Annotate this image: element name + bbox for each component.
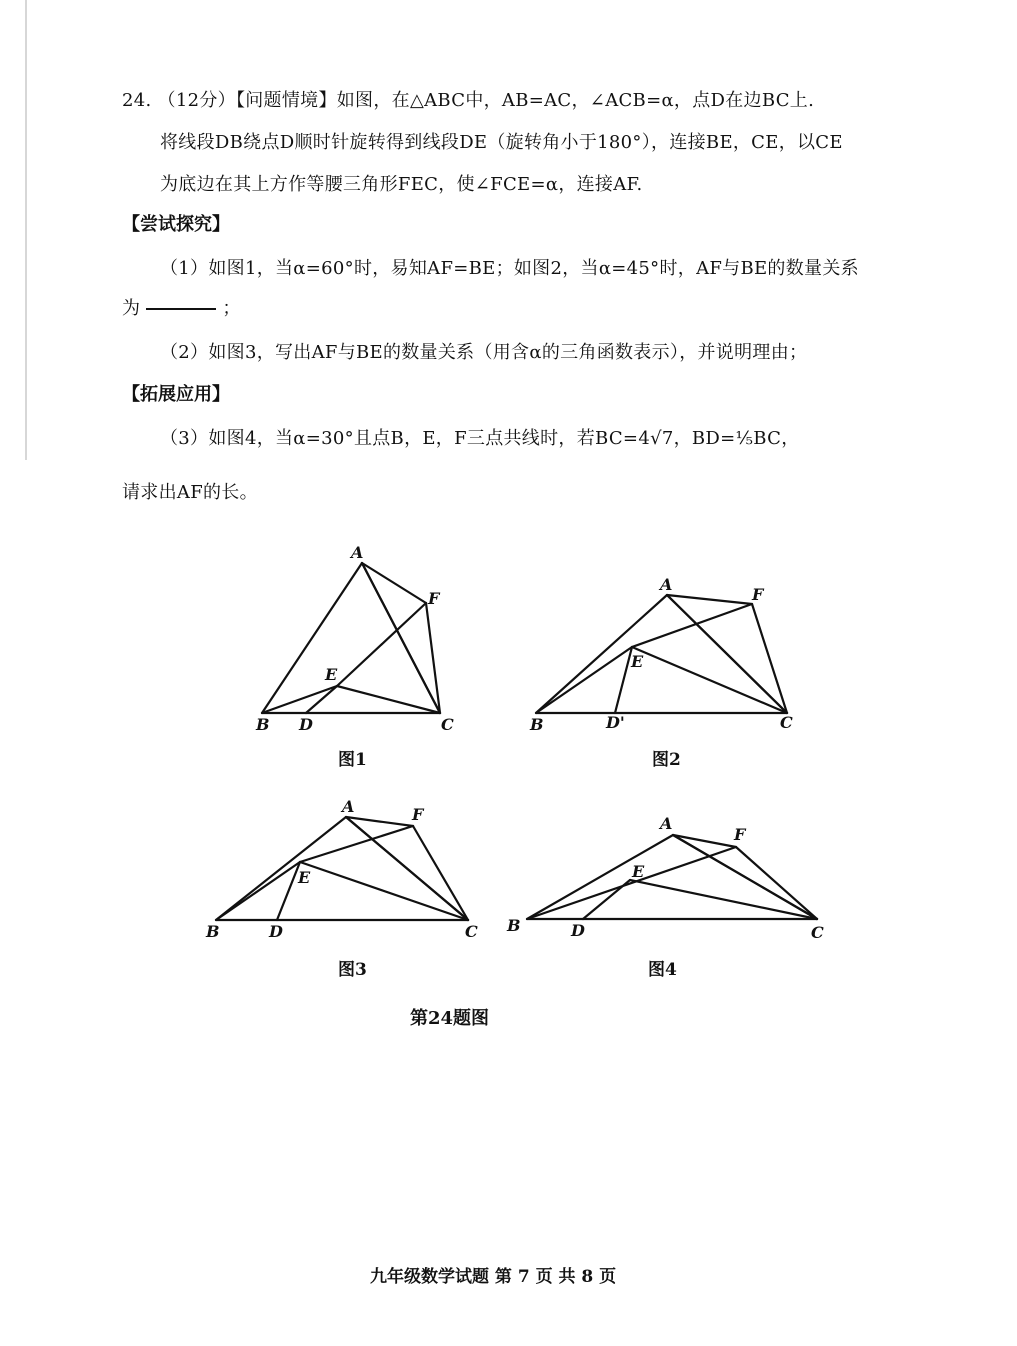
fig4-triangle-abc [527,835,817,919]
page-footer: 九年级数学试题 第 7 页 共 8 页 [370,1267,617,1287]
page-margin-line [25,0,27,460]
fig4-label-a: A [660,814,673,833]
fig1-segment-ec [337,686,440,713]
figure-1 [240,540,480,740]
question-3-text-2: 请求出AF的长。 [122,482,258,503]
fig3-label-f: F [412,805,424,824]
fig4-segment-ec [630,880,817,919]
fig3-label-c: C [465,922,478,941]
fig1-label-f: F [428,589,440,608]
problem-line-2: 将线段DB绕点D顺时针旋转得到线段DE（旋转角小于180°），连接BE，CE，以CE [160,132,843,153]
fig3-segment-ec [300,862,468,920]
fig1-segment-ac-inner [362,563,440,713]
question-1-text: （1）如图1，当α=60°时，易知AF=BE；如图2，当α=45°时，AF与BE的数量关系 [160,258,859,279]
section-heading-application: 【拓展应用】 [122,384,230,405]
fig2-label-f: F [752,585,764,604]
fig4-segment-de [583,880,630,919]
figure-4 [500,810,830,945]
fig1-label-d: D [299,715,313,734]
question-2-text: （2）如图3，写出AF与BE的数量关系（用含α的三角函数表示），并说明理由； [160,342,808,363]
fig3-label-d: D [269,922,283,941]
fig1-label-b: B [256,715,270,734]
fig2-segment-ec [632,647,787,713]
figure-2-caption: 图2 [652,750,681,770]
fig3-segment-ac-inner [346,817,468,920]
fig2-label-d: D' [606,713,625,732]
fig1-label-e: E [325,665,338,684]
fig2-label-e: E [631,652,644,671]
section-heading-explore: 【尝试探究】 [122,214,230,235]
answer-blank[interactable] [146,308,216,310]
fig1-segment-fc [426,603,440,713]
question-1-prefix: 为 [122,298,141,319]
figure-group-title: 第24题图 [410,1008,490,1029]
fig4-label-b: B [507,916,521,935]
fig2-label-a: A [660,575,673,594]
fig3-triangle-abc [216,817,468,920]
fig1-segment-be [262,686,337,713]
fig2-triangle-abc [536,595,787,713]
fig3-label-e: E [298,868,311,887]
fig3-label-a: A [342,797,355,816]
figure-2 [520,570,810,740]
fig2-label-c: C [780,713,793,732]
fig1-segment-de [306,686,337,713]
fig4-label-d: D [571,921,585,940]
figure-4-caption: 图4 [648,960,677,980]
fig4-label-c: C [811,923,824,942]
figure-3-caption: 图3 [338,960,367,980]
fig3-segment-fe [300,826,413,862]
figure-3 [200,795,490,945]
question-1-suffix: ； [222,298,241,319]
figure-1-caption: 图1 [338,750,367,770]
question-1-answer-line [122,294,241,320]
fig1-label-a: A [351,543,364,562]
problem-line-1: 24. （12分）【问题情境】如图，在△ABC中，AB=AC，∠ACB=α，点D在边BC上. [122,90,815,111]
fig4-segment-fc [736,847,817,919]
fig2-label-b: B [530,715,544,734]
fig3-label-b: B [206,922,220,941]
fig3-segment-fc [413,826,468,920]
fig1-segment-fe [337,603,426,686]
fig2-segment-af [667,595,752,604]
fig4-segment-ac-inner [673,835,817,919]
fig4-label-f: F [734,825,746,844]
question-3-text: （3）如图4，当α=30°且点B，E，F三点共线时，若BC=4√7，BD=⅕BC， [160,428,800,449]
problem-line-3: 为底边在其上方作等腰三角形FEC，使∠FCE=α，连接AF. [160,174,643,195]
fig1-label-c: C [441,715,454,734]
fig4-label-e: E [632,862,645,881]
